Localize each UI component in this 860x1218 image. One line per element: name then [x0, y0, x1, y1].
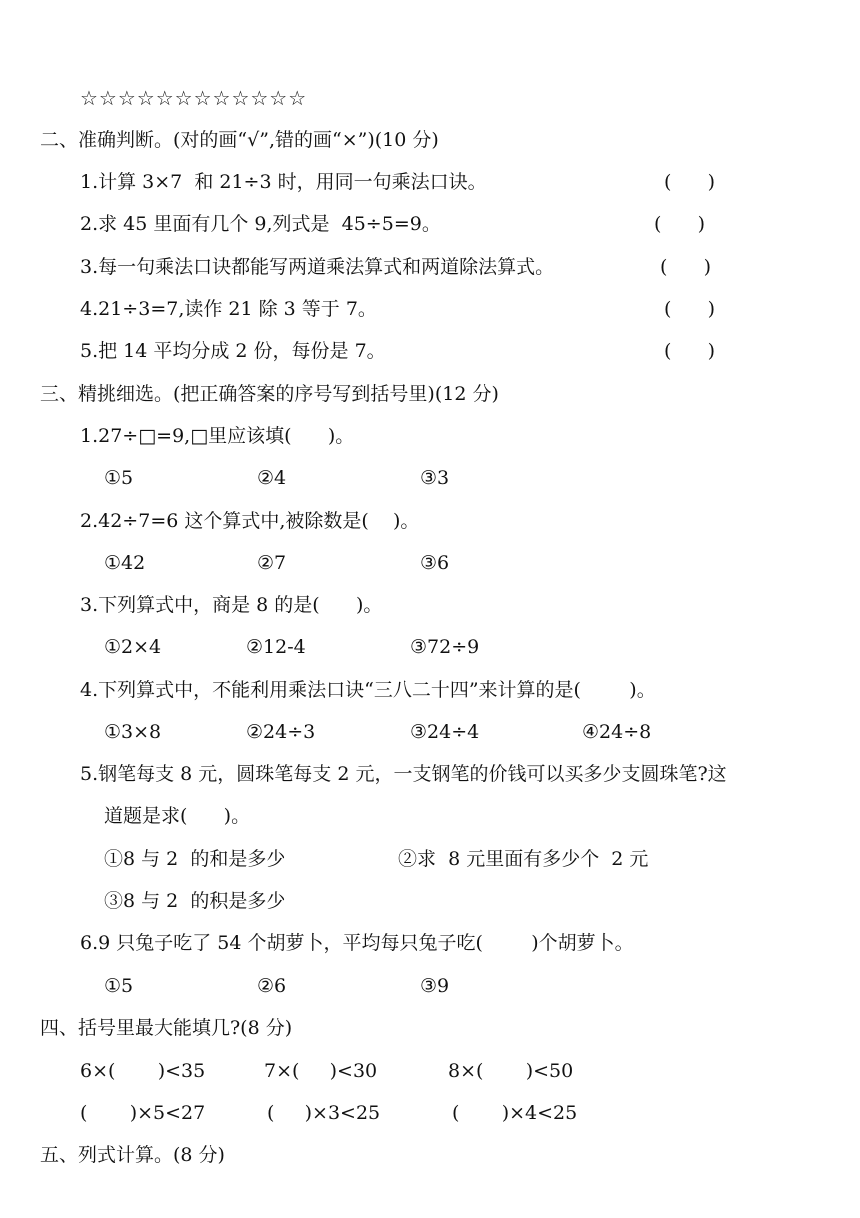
- choice-question-4: 4.下列算式中，不能利用乘法口诀“三八二十四”来计算的是( )。: [80, 679, 656, 701]
- judge-item-4-answer-blank[interactable]: ( ): [664, 298, 716, 320]
- choice-q4-option-2[interactable]: ②24÷3: [246, 721, 316, 743]
- section-2-title: 二、准确判断。(对的画“√”,错的画“×”)(10 分): [40, 129, 439, 151]
- choice-q1-option-1[interactable]: ①5: [104, 467, 134, 489]
- judge-item-3: 3.每一句乘法口诀都能写两道乘法算式和两道除法算式。: [80, 256, 555, 278]
- choice-q3-option-2[interactable]: ②12-4: [246, 636, 306, 658]
- fill-blank-item[interactable]: 8×( )<50: [448, 1060, 574, 1082]
- choice-q3-option-1[interactable]: ①2×4: [104, 636, 162, 658]
- choice-question-3: 3.下列算式中，商是 8 的是( )。: [80, 594, 383, 616]
- choice-q6-option-2[interactable]: ②6: [257, 975, 287, 997]
- choice-question-5-line-2: 道题是求( )。: [104, 805, 251, 827]
- section-5-title: 五、列式计算。(8 分): [40, 1144, 225, 1166]
- choice-q3-option-3[interactable]: ③72÷9: [410, 636, 480, 658]
- choice-q6-option-1[interactable]: ①5: [104, 975, 134, 997]
- choice-q2-option-1[interactable]: ①42: [104, 552, 146, 574]
- judge-item-1: 1.计算 3×7 和 21÷3 时，用同一句乘法口诀。: [80, 171, 487, 193]
- choice-q5-option-3[interactable]: ③8 与 2 的积是多少: [104, 890, 286, 912]
- judge-item-1-answer-blank[interactable]: ( ): [664, 171, 716, 193]
- judge-item-2: 2.求 45 里面有几个 9,列式是 45÷5=9。: [80, 213, 441, 235]
- choice-q2-option-3[interactable]: ③6: [420, 552, 450, 574]
- judge-item-5: 5.把 14 平均分成 2 份，每份是 7。: [80, 340, 386, 362]
- fill-blank-item[interactable]: ( )×4<25: [452, 1102, 578, 1124]
- choice-question-5-line-1: 5.钢笔每支 8 元，圆珠笔每支 2 元，一支钢笔的价钱可以买多少支圆珠笔?这: [80, 763, 727, 785]
- fill-blank-item[interactable]: 7×( )<30: [264, 1060, 378, 1082]
- section-4-title: 四、括号里最大能填几?(8 分): [40, 1017, 293, 1039]
- choice-question-1: 1.27÷□=9,□里应该填( )。: [80, 425, 355, 447]
- star-rating: ☆☆☆☆☆☆☆☆☆☆☆☆: [80, 86, 308, 110]
- judge-item-3-answer-blank[interactable]: ( ): [660, 256, 712, 278]
- choice-q4-option-4[interactable]: ④24÷8: [582, 721, 652, 743]
- judge-item-2-answer-blank[interactable]: ( ): [654, 213, 706, 235]
- judge-item-5-answer-blank[interactable]: ( ): [664, 340, 716, 362]
- choice-q1-option-2[interactable]: ②4: [257, 467, 287, 489]
- judge-item-4: 4.21÷3=7,读作 21 除 3 等于 7。: [80, 298, 377, 320]
- fill-blank-item[interactable]: ( )×5<27: [80, 1102, 206, 1124]
- fill-blank-item[interactable]: 6×( )<35: [80, 1060, 206, 1082]
- choice-q4-option-1[interactable]: ①3×8: [104, 721, 162, 743]
- choice-q5-option-1[interactable]: ①8 与 2 的和是多少: [104, 848, 286, 870]
- choice-q4-option-3[interactable]: ③24÷4: [410, 721, 480, 743]
- choice-q1-option-3[interactable]: ③3: [420, 467, 450, 489]
- choice-question-6: 6.9 只兔子吃了 54 个胡萝卜，平均每只兔子吃( )个胡萝卜。: [80, 932, 634, 954]
- choice-q5-option-2[interactable]: ②求 8 元里面有多少个 2 元: [398, 848, 649, 870]
- fill-blank-item[interactable]: ( )×3<25: [267, 1102, 381, 1124]
- choice-q6-option-3[interactable]: ③9: [420, 975, 450, 997]
- choice-question-2: 2.42÷7=6 这个算式中,被除数是( )。: [80, 510, 420, 532]
- section-3-title: 三、精挑细选。(把正确答案的序号写到括号里)(12 分): [40, 383, 499, 405]
- choice-q2-option-2[interactable]: ②7: [257, 552, 287, 574]
